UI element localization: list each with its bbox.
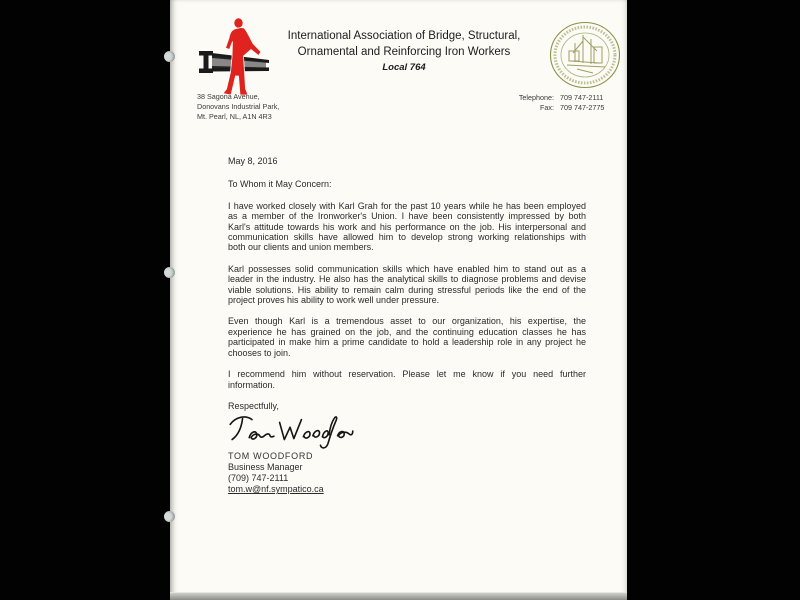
paragraph-line: leader in the industry. He also has the analytical skills to diagnose problems and devise	[228, 274, 586, 285]
fax-row	[450, 103, 622, 113]
letter-date: May 8, 2016	[228, 156, 278, 166]
org-name-line1: International Association of Bridge, Structural,	[287, 30, 521, 42]
signature-image	[224, 412, 358, 450]
paragraph-line: Karl's attitude towards his work and his performance on the job. His interpersonal and	[228, 221, 586, 232]
paragraph-line: participated in make him a prime candidate to hold a leadership role in any project he	[228, 337, 586, 348]
letterhead-contact	[450, 93, 622, 113]
letter-paragraphs	[228, 201, 586, 390]
union-seal-icon	[547, 21, 623, 91]
salutation: To Whom it May Concern:	[228, 179, 332, 190]
address-line: Mt. Pearl, NL, A1N 4R3	[197, 112, 272, 121]
paragraph	[228, 201, 586, 253]
paragraph-line: I recommend him without reservation. Please let me know if you need further	[228, 369, 586, 380]
hole-punch	[164, 51, 175, 62]
fax-label: Fax:	[540, 103, 554, 112]
hole-punch	[164, 511, 175, 522]
letter-page	[170, 0, 627, 600]
paragraph-line: Karl possesses solid communication skills which have enabled him to stand out as a	[228, 263, 586, 274]
paragraph	[228, 264, 586, 306]
address-line: Donovans Industrial Park,	[197, 102, 280, 111]
paragraph	[228, 369, 586, 390]
closing: Respectfully,	[228, 400, 279, 411]
paragraph-line: communication skills have allowed him to develop strong working relationships with	[228, 232, 586, 243]
paragraph-line: viable solutions. His ability to remain calm during stressful periods like the end of the	[228, 284, 586, 295]
paragraph-line: both our clients and union members.	[228, 242, 374, 253]
telephone-number: 709 747-2111	[560, 93, 604, 102]
paragraph-line: information.	[228, 379, 276, 390]
address-line: 38 Sagona Avenue,	[197, 92, 260, 101]
signer-title: Business Manager	[228, 462, 303, 473]
org-name-line2: Ornamental and Reinforcing Iron Workers	[297, 45, 511, 58]
fax-number: 709 747-2775	[560, 103, 605, 112]
hole-punch	[164, 267, 175, 278]
paragraph-line: project proves his ability to work well under pressure.	[228, 295, 440, 306]
paragraph-line: Even though Karl is a tremendous asset to our organization, his expertise, the	[228, 316, 586, 327]
signer-block	[228, 451, 586, 495]
paragraph-line: experience he has grained on the job, and the continuing education classes he has	[228, 326, 586, 337]
page-bottom-edge	[170, 592, 627, 600]
telephone-label: Telephone:	[518, 93, 554, 102]
paragraph-line: chooses to join.	[228, 347, 291, 358]
letterhead-address	[197, 92, 279, 122]
paragraph-line: as a member of the Ironworker's Union. I have been consistently impressed by both	[228, 211, 586, 222]
letterhead-title	[254, 29, 554, 73]
signer-phone: (709) 747-2111	[228, 473, 289, 484]
signer-name: TOM WOODFORD	[228, 451, 314, 462]
letter-body	[228, 156, 586, 495]
paragraph	[228, 316, 586, 358]
telephone-row	[450, 93, 622, 103]
signer-email: tom.w@nf.sympatico.ca	[228, 484, 324, 495]
paragraph-line: I have worked closely with Karl Grah for the past 10 years while he has been employed	[228, 200, 586, 211]
local-number: Local 764	[382, 62, 426, 73]
